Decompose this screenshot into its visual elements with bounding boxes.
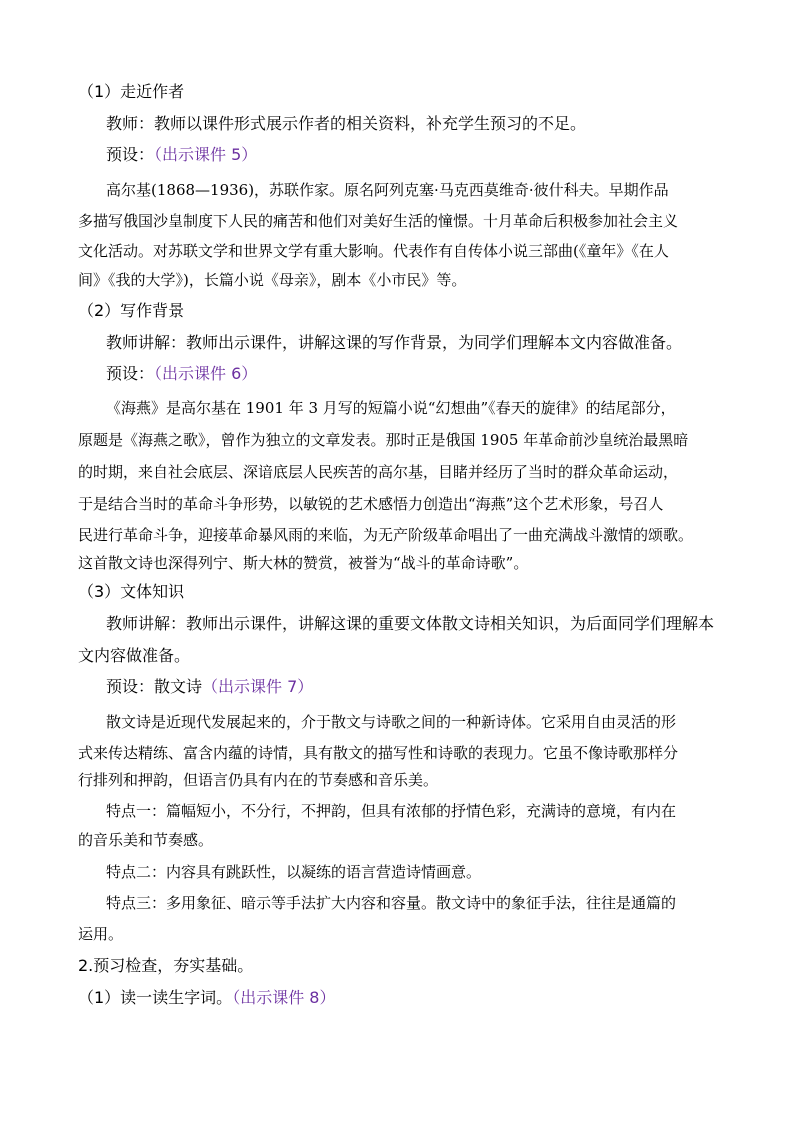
part2-subheading — [78, 988, 335, 1008]
section-heading-genre: （3）文体知识 — [78, 582, 185, 601]
teacher-line: 教师讲解：教师出示课件，讲解这课的写作背景，为同学们理解本文内容做准备。 — [106, 333, 683, 352]
body-line: 原题是《海燕之歌》，曾作为独立的文章发表。那时正是俄国 1905 年革命前沙皇统治最黑暗 — [78, 431, 689, 449]
body-line: 民进行革命斗争，迎接革命暴风雨的来临，为无产阶级革命唱出了一曲充满战斗激情的颂歌。 — [78, 526, 694, 544]
body-line: 运用。 — [78, 925, 124, 943]
courseware-link[interactable]: （出示课件 5） — [154, 145, 258, 164]
body-line: 的音乐美和节奏感。 — [78, 831, 214, 849]
body-line: 高尔基(1868—1936)，苏联作家。原名阿列克塞·马克西莫维奇·彼什科夫。早期作品 — [106, 181, 669, 199]
preset-label: 预设： — [106, 364, 155, 383]
section-heading-author: （1）走近作者 — [78, 82, 185, 101]
body-line: 特点一：篇幅短小，不分行，不押韵，但具有浓郁的抒情色彩，充满诗的意境，有内在 — [106, 802, 677, 820]
body-line: 《海燕》是高尔基在 1901 年 3 月写的短篇小说“幻想曲”《春天的旋律》的结尾部分， — [106, 399, 676, 417]
preset-line — [106, 677, 313, 697]
body-line: 于是结合当时的革命斗争形势，以敏锐的艺术感悟力创造出“海燕”这个艺术形象，号召人 — [78, 495, 664, 513]
preset-label: 预设：散文诗 — [106, 677, 203, 696]
body-line: 特点三：多用象征、暗示等手法扩大内容和容量。散文诗中的象征手法，往往是通篇的 — [106, 894, 677, 912]
courseware-link[interactable]: （出示课件 7） — [202, 677, 314, 696]
body-line: 行排列和押韵，但语言仍具有内在的节奏感和音乐美。 — [78, 771, 439, 789]
body-line: 的时期，来自社会底层、深谙底层人民疾苦的高尔基，目睹并经历了当时的群众革命运动， — [78, 463, 679, 481]
body-line: 多描写俄国沙皇制度下人民的痛苦和他们对美好生活的憧憬。十月革命后积极参加社会主义 — [78, 212, 679, 230]
preset-line — [106, 145, 257, 165]
teacher-line: 教师讲解：教师出示课件，讲解这课的重要文体散文诗相关知识，为后面同学们理解本 — [106, 614, 715, 633]
teacher-line: 教师：教师以课件形式展示作者的相关资料，补充学生预习的不足。 — [106, 114, 587, 133]
part2-heading: 2.预习检查，夯实基础。 — [78, 956, 254, 975]
teacher-line: 文内容做准备。 — [78, 646, 191, 665]
body-line: 间》《我的大学》)，长篇小说《母亲》，剧本《小市民》等。 — [78, 271, 467, 289]
section-heading-background: （2）写作背景 — [78, 301, 185, 320]
body-line: 这首散文诗也深得列宁、斯大林的赞赏，被誉为“战斗的革命诗歌”。 — [78, 554, 529, 572]
preset-line — [106, 364, 257, 384]
body-line: 文化活动。对苏联文学和世界文学有重大影响。代表作有自传体小说三部曲(《童年》《在人 — [78, 242, 669, 260]
body-line: 式来传达精练、富含内蕴的诗情，具有散文的描写性和诗歌的表现力。它虽不像诗歌那样分 — [78, 744, 679, 762]
courseware-link[interactable]: （出示课件 6） — [154, 364, 258, 383]
part2-sub-label: （1）读一读生字词。 — [78, 988, 233, 1007]
body-line: 特点二：内容具有跳跃性，以凝练的语言营造诗情画意。 — [106, 863, 482, 881]
preset-label: 预设： — [106, 145, 155, 164]
courseware-link[interactable]: （出示课件 8） — [232, 988, 336, 1007]
body-line: 散文诗是近现代发展起来的，介于散文与诗歌之间的一种新诗体。它采用自由灵活的形 — [106, 713, 677, 731]
